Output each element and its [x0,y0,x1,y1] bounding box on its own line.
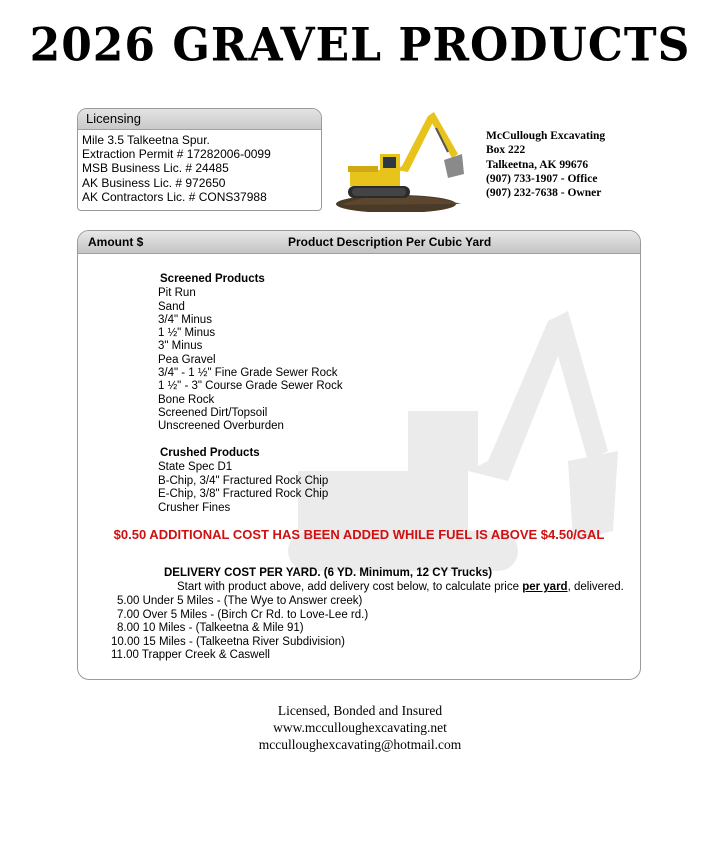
delivery-note-text: Start with product above, add delivery cost below, to calculate price [177,581,523,593]
licensing-line: Extraction Permit # 17282006-0099 [82,147,271,162]
item-name: Pit Run [158,287,196,299]
contact-line: Box 222 [486,144,526,157]
excavator-watermark [278,301,618,601]
amount-column-header: Amount $ [88,235,144,249]
delivery-item: 7.00 Over 5 Miles - (Birch Cr Rd. to Love-Lee rd.) [117,609,369,621]
item-name: Unscreened Overburden [158,420,284,432]
item-name: Screened Dirt/Topsoil [158,407,268,419]
page-title: 2026 GRAVEL PRODUCTS [29,18,691,73]
item-name: 3/4" Minus [158,314,212,326]
contact-line: (907) 232-7638 - Owner [486,187,602,200]
screened-section-title: Screened Products [160,273,265,285]
item-name: 1 ½" Minus [158,327,216,339]
item-name: 3/4" - 1 ½" Fine Grade Sewer Rock [158,367,338,379]
delivery-title: DELIVERY COST PER YARD. (6 YD. Minimum, 12 CY Trucks) [164,567,493,579]
delivery-note [177,581,624,593]
price-list-box [77,230,641,680]
item-name: Sand [158,301,185,313]
licensing-lines [78,130,321,204]
footer-line: Licensed, Bonded and Insured [277,703,443,718]
licensing-line: Mile 3.5 Talkeetna Spur. [82,133,210,147]
licensing-line: AK Contractors Lic. # CONS37988 [82,189,267,204]
price-list-header [78,231,640,254]
delivery-item: 8.00 10 Miles - (Talkeetna & Mile 91) [117,622,304,634]
item-name: State Spec D1 [158,461,233,473]
fuel-surcharge-notice: $0.50 ADDITIONAL COST HAS BEEN ADDED WHILE FUEL IS ABOVE $4.50/GAL [113,527,605,542]
crushed-section-title: Crushed Products [160,447,260,459]
contact-line: (907) 733-1907 - Office [486,172,598,185]
item-name: 3" Minus [158,340,203,352]
website-link[interactable]: www.mcculloughexcavating.net [273,720,447,736]
delivery-item: 11.00 Trapper Creek & Caswell [111,649,270,661]
licensing-box [77,108,322,211]
item-name: Bone Rock [158,394,215,406]
delivery-note-emphasis: per yard [522,581,568,593]
contact-block [486,129,605,200]
delivery-note-end: , delivered. [567,581,624,593]
delivery-item: 5.00 Under 5 Miles - (The Wye to Answer creek) [117,595,363,607]
item-name: 1 ½" - 3" Course Grade Sewer Rock [158,380,343,392]
contact-line: McCullough Excavating [486,130,606,142]
licensing-header: Licensing [78,109,321,130]
item-name: Crusher Fines [158,502,231,514]
email-link[interactable]: mcculloughexcavating@hotmail.com [258,737,462,753]
contact-line: Talkeetna, AK 99676 [486,158,589,171]
item-name: E-Chip, 3/8" Fractured Rock Chip [158,488,329,500]
footer [0,702,720,754]
delivery-item: 10.00 15 Miles - (Talkeetna River Subdivision) [111,636,345,648]
description-column-header: Product Description Per Cubic Yard [288,235,492,249]
licensing-line: AK Business Lic. # 972650 [82,175,226,190]
licensing-line: MSB Business Lic. # 24485 [82,161,229,176]
item-name: Pea Gravel [158,354,216,366]
item-name: B-Chip, 3/4" Fractured Rock Chip [158,475,329,487]
excavator-image [336,108,472,212]
